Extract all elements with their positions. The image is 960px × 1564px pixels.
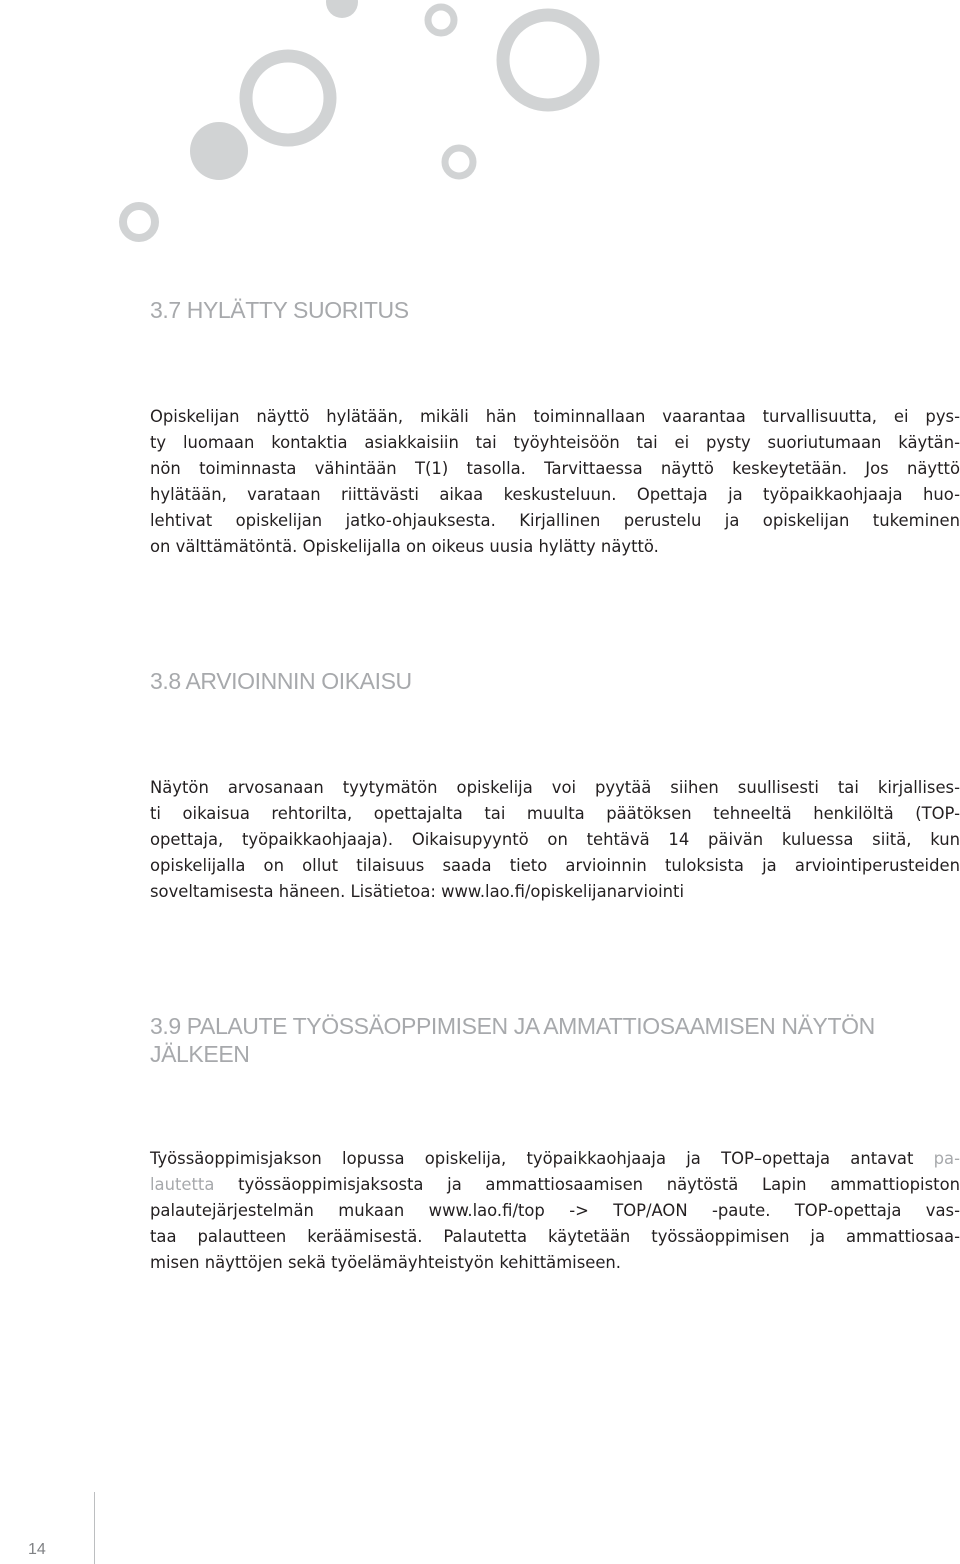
highlighted-text: pa- [933, 1149, 960, 1168]
paragraph-line: opettaja, työpaikkaohjaaja). Oikaisupyyntö on tehtävä 14 päivän kuluessa siitä, kun [150, 830, 960, 849]
paragraph-line: soveltamisesta häneen. Lisätietoa: www.lao.fi/opiskelijanarviointi [150, 882, 685, 901]
medium-ring-icon [246, 56, 330, 140]
small-ring-icon [445, 148, 473, 176]
section-heading-3-9 [150, 1012, 875, 1068]
section-heading-3-7: 3.7 HYLÄTTY SUORITUS [150, 297, 409, 323]
page-divider [94, 1492, 95, 1564]
highlighted-text: lautetta [150, 1175, 215, 1194]
paragraph-line: ty luomaan kontaktia asiakkaisiin tai työyhteisöön tai ei pysty suoriutumaan käytän- [150, 433, 960, 452]
left-ring-icon [123, 206, 155, 238]
paragraph-line: nön toiminnasta vähintään T(1) tasolla. Tarvittaessa näyttö keskeytetään. Jos näyttö [150, 459, 960, 478]
paragraph-line: misen näyttöjen sekä työelämäyhteistyön kehittämiseen. [150, 1253, 622, 1272]
paragraph-line: palautejärjestelmän mukaan www.lao.fi/top -> TOP/AON -paute. TOP-opettaja vas- [150, 1201, 960, 1220]
paragraph-line [150, 1172, 960, 1198]
medium-dot-icon [190, 122, 248, 180]
paragraph-line: on välttämätöntä. Opiskelijalla on oikeus uusia hylätty näyttö. [150, 537, 659, 556]
large-dot-icon [326, 0, 358, 18]
line-text: Työssäoppimisjakson lopussa opiskelija, työpaikkaohjaaja ja TOP–opettaja antavat [150, 1149, 934, 1168]
paragraph-line: Opiskelijan näyttö hylätään, mikäli hän toiminnallaan vaarantaa turvallisuutta, ei pys- [150, 407, 960, 426]
line-text: työssäoppimisjaksosta ja ammattiosaamisen näytöstä Lapin ammattiopiston [214, 1175, 960, 1194]
section-body-3-9 [150, 1146, 960, 1276]
heading-line: 3.9 PALAUTE TYÖSSÄOPPIMISEN JA AMMATTIOSAAMISEN NÄYTÖN [150, 1013, 875, 1039]
paragraph-line [150, 1146, 960, 1172]
page-number: 14 [28, 1541, 46, 1558]
paragraph-line: ti oikaisua rehtorilta, opettajalta tai muulta päätöksen tehneeltä henkilöltä (TOP- [150, 804, 960, 823]
heading-line: JÄLKEEN [150, 1041, 250, 1067]
section-heading-3-8: 3.8 ARVIOINNIN OIKAISU [150, 668, 412, 694]
section-body-3-8 [150, 775, 960, 905]
paragraph-line: lehtivat opiskelijan jatko-ohjauksesta. Kirjallinen perustelu ja opiskelijan tukeminen [150, 511, 960, 530]
large-ring-icon [503, 15, 593, 105]
paragraph-line: Näytön arvosanaan tyytymätön opiskelija voi pyytää siihen suullisesti tai kirjallises- [150, 778, 960, 797]
top-ring-icon [428, 7, 454, 33]
concentric-circles-graphic [0, 0, 640, 260]
paragraph-line: taa palautteen keräämisestä. Palautetta käytetään työssäoppimisen ja ammattiosaa- [150, 1227, 960, 1246]
section-body-3-7 [150, 404, 960, 560]
paragraph-line: hylätään, varataan riittävästi aikaa keskusteluun. Opettaja ja työpaikkaohjaaja huo- [150, 485, 960, 504]
paragraph-line: opiskelijalla on ollut tilaisuus saada tieto arvioinnin tuloksista ja arviointiperusteiden [150, 856, 960, 875]
